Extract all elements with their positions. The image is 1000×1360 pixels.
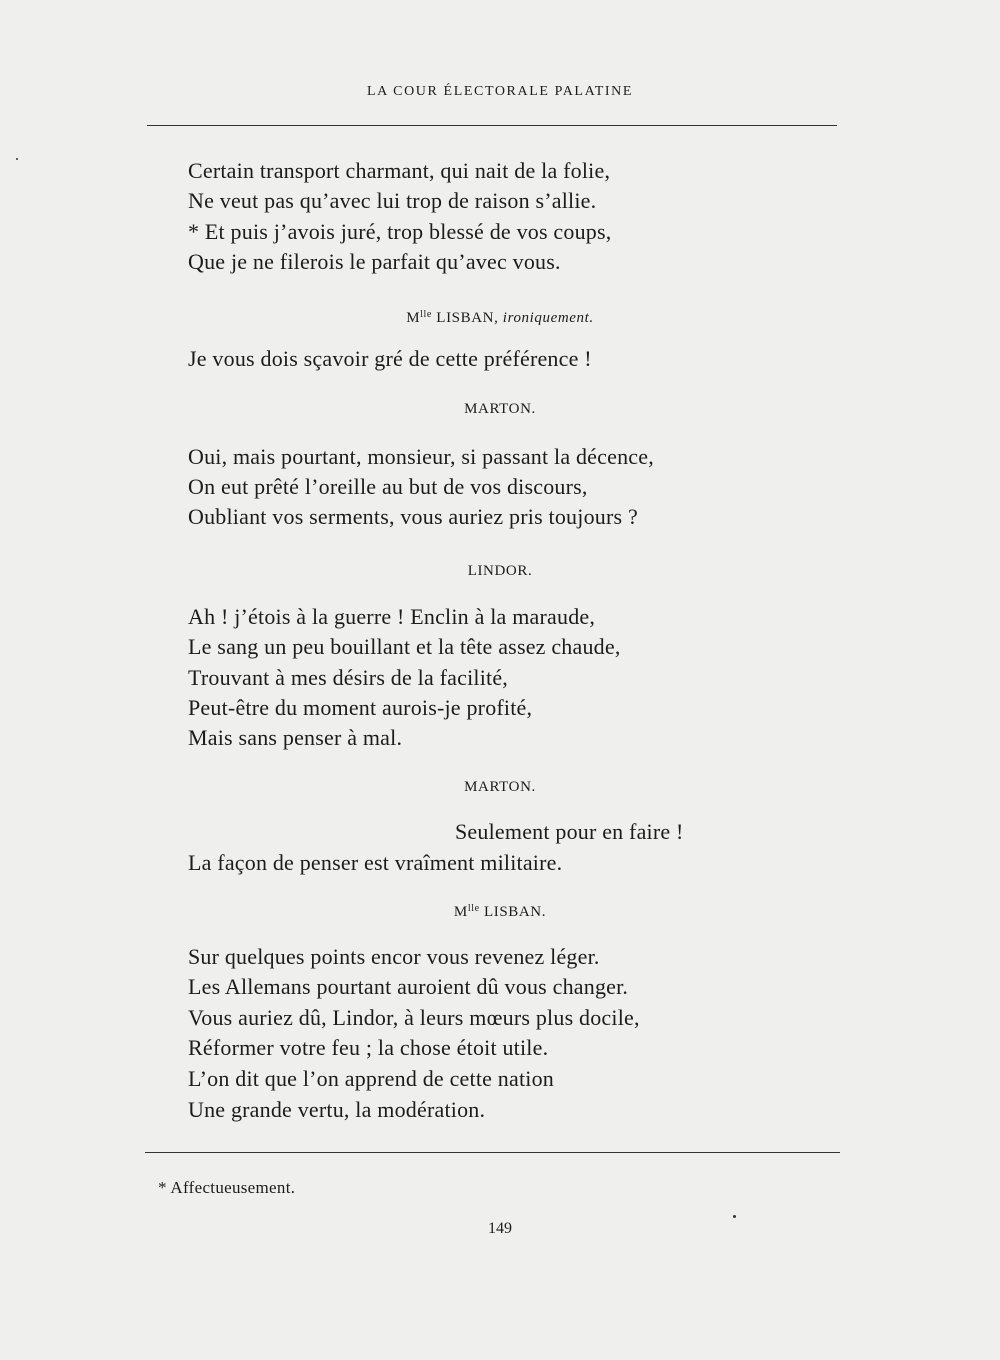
speaker-prefix: M (453, 904, 468, 920)
footnote: * Affectueusement. (158, 1178, 296, 1197)
verse-line: Trouvant à mes désirs de la facilité, (188, 665, 509, 690)
paper-speck (16, 158, 18, 160)
verse-line: Ah ! j’étois à la guerre ! Enclin à la maraude, (188, 604, 596, 629)
speaker-name: LISBAN, (431, 310, 499, 326)
verse-line: Que je ne filerois le parfait qu’avec vous. (188, 249, 561, 274)
speaker-heading: MARTON. (464, 779, 536, 795)
speaker-heading (0, 309, 1000, 327)
verse-line: Vous auriez dû, Lindor, à leurs mœurs plus docile, (188, 1005, 640, 1030)
verse-line: Ne veut pas qu’avec lui trop de raison s’allie. (188, 188, 597, 213)
verse-line: La façon de penser est vraîment militaire. (188, 850, 563, 875)
speaker-heading: LINDOR. (467, 563, 533, 579)
verse-line: Oubliant vos serments, vous auriez pris toujours ? (188, 504, 638, 529)
verse-line: Les Allemans pourtant auroient dû vous changer. (188, 974, 629, 999)
verse-line: Seulement pour en faire ! (455, 819, 684, 844)
header-rule (147, 125, 837, 126)
verse-line: Sur quelques points encor vous revenez léger. (188, 944, 600, 969)
speaker-title-superscript: lle (467, 903, 480, 914)
speaker-title-superscript: lle (420, 309, 432, 320)
stage-direction: ironiquement. (502, 310, 594, 326)
verse-line: Le sang un peu bouillant et la tête assez chaude, (188, 634, 621, 659)
verse-line: Une grande vertu, la modération. (188, 1097, 486, 1122)
page-number: 149 (488, 1220, 512, 1237)
speaker-heading: MARTON. (464, 401, 536, 417)
verse-line: Je vous dois sçavoir gré de cette préférence ! (188, 346, 592, 371)
verse-line: On eut prêté l’oreille au but de vos discours, (188, 474, 588, 499)
verse-line: Mais sans penser à mal. (188, 725, 403, 750)
speaker-name: LISBAN. (479, 904, 547, 920)
verse-line: Certain transport charmant, qui nait de la folie, (188, 158, 611, 183)
verse-line: Oui, mais pourtant, monsieur, si passant la décence, (188, 444, 654, 469)
footnote-rule (145, 1152, 840, 1153)
verse-line: * Et puis j’avois juré, trop blessé de vos coups, (188, 219, 612, 244)
speaker-heading (0, 903, 1000, 921)
verse-line: Réformer votre feu ; la chose étoit utile. (188, 1035, 549, 1060)
running-title: LA COUR ÉLECTORALE PALATINE (366, 84, 634, 99)
verse-line: L’on dit que l’on apprend de cette nation (188, 1066, 555, 1091)
paper-speck (733, 1215, 736, 1218)
verse-line: Peut-être du moment aurois-je profité, (188, 695, 533, 720)
speaker-prefix: M (406, 310, 421, 326)
